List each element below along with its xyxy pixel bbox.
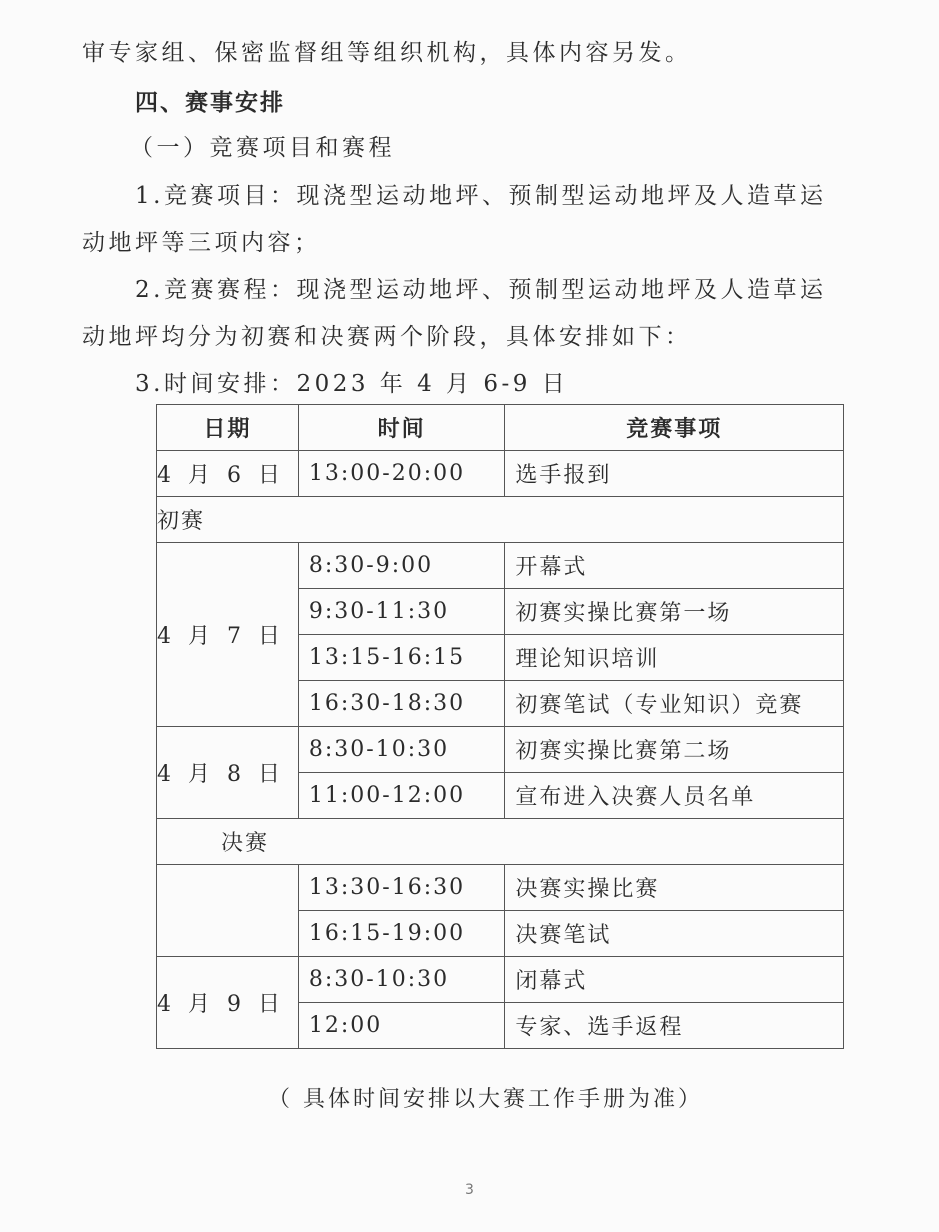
date-cell-empty (157, 865, 299, 957)
time-cell: 9:30-11:30 (298, 589, 505, 635)
time-cell: 12:00 (298, 1003, 505, 1049)
item-cell: 选手报到 (505, 451, 844, 497)
header-date: 日期 (157, 405, 299, 451)
date-cell: 4 月 8 日 (157, 727, 299, 819)
item-cell: 专家、选手返程 (505, 1003, 844, 1049)
item-cell: 开幕式 (505, 543, 844, 589)
item-cell: 宣布进入决赛人员名单 (505, 773, 844, 819)
table-row (157, 957, 844, 1003)
item-2-line-2: 动地坪均分为初赛和决赛两个阶段，具体安排如下： (82, 324, 692, 350)
item-cell: 决赛实操比赛 (505, 865, 844, 911)
time-cell: 16:30-18:30 (298, 681, 505, 727)
time-cell: 11:00-12:00 (298, 773, 505, 819)
stage-row-final (157, 819, 844, 865)
item-1-line-2: 动地坪等三项内容； (82, 230, 321, 256)
time-cell: 8:30-9:00 (298, 543, 505, 589)
stage-label: 初赛 (157, 497, 844, 543)
table-row (157, 727, 844, 773)
item-cell: 理论知识培训 (505, 635, 844, 681)
subsection-heading: （一）竞赛项目和赛程 (130, 135, 395, 161)
time-cell: 8:30-10:30 (298, 727, 505, 773)
item-2-line-1: 2.竞赛赛程：现浇型运动地坪、预制型运动地坪及人造草运 (135, 277, 827, 303)
date-cell: 4 月 6 日 (157, 451, 299, 497)
stage-label: 决赛 (157, 819, 844, 865)
table-header-row (157, 405, 844, 451)
time-cell: 13:00-20:00 (298, 451, 505, 497)
time-cell: 13:15-16:15 (298, 635, 505, 681)
stage-row-prelim (157, 497, 844, 543)
time-cell: 16:15-19:00 (298, 911, 505, 957)
schedule-table (156, 404, 844, 1049)
item-cell: 决赛笔试 (505, 911, 844, 957)
table-row (157, 543, 844, 589)
section-heading: 四、赛事安排 (135, 90, 285, 116)
page-number: 3 (465, 1182, 474, 1198)
time-cell: 8:30-10:30 (298, 957, 505, 1003)
item-3: 3.时间安排：2023 年 4 月 6-9 日 (135, 371, 569, 397)
header-time: 时间 (298, 405, 505, 451)
date-cell: 4 月 7 日 (157, 543, 299, 727)
item-cell: 初赛实操比赛第一场 (505, 589, 844, 635)
item-cell: 初赛笔试（专业知识）竞赛 (505, 681, 844, 727)
table-row (157, 451, 844, 497)
item-cell: 初赛实操比赛第二场 (505, 727, 844, 773)
date-cell: 4 月 9 日 (157, 957, 299, 1049)
item-1-line-1: 1.竞赛项目：现浇型运动地坪、预制型运动地坪及人造草运 (135, 183, 827, 209)
item-cell: 闭幕式 (505, 957, 844, 1003)
header-item: 竞赛事项 (505, 405, 844, 451)
table-row (157, 865, 844, 911)
time-cell: 13:30-16:30 (298, 865, 505, 911)
table-note: （ 具体时间安排以大赛工作手册为准） (268, 1087, 703, 1112)
paragraph-continuation: 审专家组、保密监督组等组织机构，具体内容另发。 (82, 40, 692, 66)
